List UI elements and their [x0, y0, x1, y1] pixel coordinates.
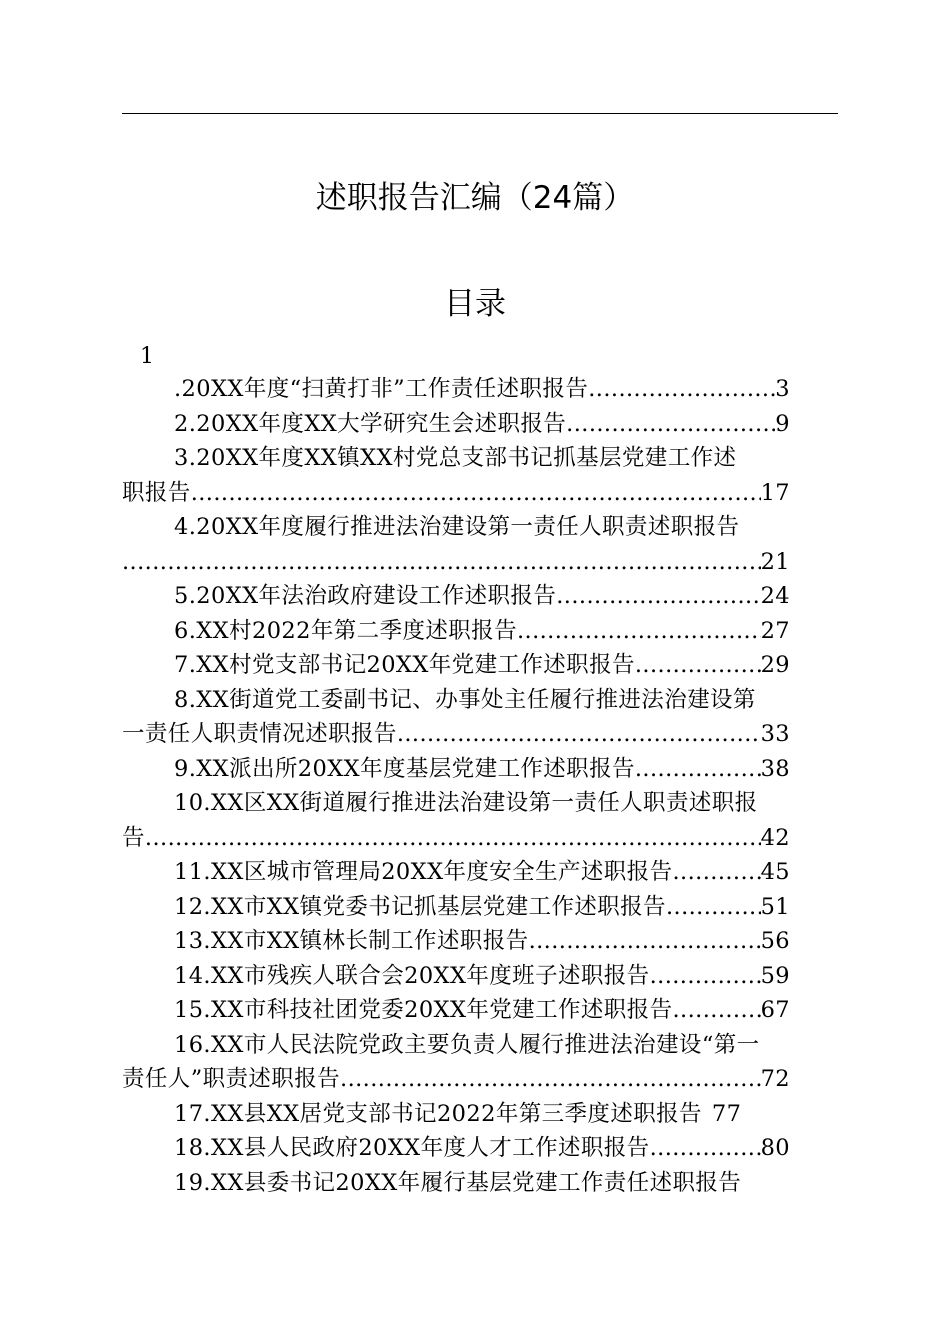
toc-leader-dots	[635, 648, 761, 683]
toc-entry-title: 5.20XX年法治政府建设工作述职报告	[174, 583, 557, 609]
toc-entry-title: 17.XX县XX居党支部书记2022年第三季度述职报告	[174, 1100, 702, 1127]
toc-leader-dots	[191, 476, 761, 511]
toc-entry[interactable]	[122, 648, 838, 683]
toc-page-number: 59	[760, 962, 790, 989]
toc-page-number: 80	[760, 1135, 790, 1161]
toc-leader-dots	[397, 717, 761, 752]
toc-page-number: 67	[760, 997, 790, 1023]
toc-entry-title: 12.XX市XX镇党委书记抓基层党建工作述职报告	[174, 893, 666, 920]
toc-page-number: 42	[760, 824, 790, 851]
toc-entry[interactable]	[122, 579, 838, 614]
toc-leader-dots	[635, 752, 761, 787]
toc-entry[interactable]	[122, 683, 838, 718]
toc-entry-continuation[interactable]	[122, 545, 838, 580]
toc-leader-dots	[666, 890, 761, 925]
toc-heading: 目录	[444, 286, 506, 322]
toc-entry-title: 3.20XX年度XX镇XX村党总支部书记抓基层党建工作述	[174, 445, 737, 471]
header-rule	[122, 113, 838, 114]
toc-entry-title: 2.20XX年度XX大学研究生会述职报告	[174, 410, 567, 437]
toc-entry[interactable]	[122, 372, 838, 407]
toc-entry[interactable]	[122, 1166, 838, 1201]
toc-leader-dots	[673, 993, 761, 1028]
toc-entry-title: 6.XX村2022年第二季度述职报告	[174, 617, 517, 644]
document-title: 述职报告汇编（24篇）	[315, 180, 635, 216]
toc-entry[interactable]	[122, 1028, 838, 1063]
toc-leader-dots	[517, 614, 761, 649]
toc-entry-title: .20XX年度“扫黄打非”工作责任述职报告	[174, 376, 589, 402]
toc-entry[interactable]	[122, 510, 838, 545]
toc-entry[interactable]	[122, 924, 838, 959]
toc-entry[interactable]	[122, 959, 838, 994]
toc-page-number: 56	[760, 928, 790, 954]
toc-entry[interactable]	[122, 786, 838, 821]
toc-list	[122, 372, 838, 1200]
toc-entry-title: 19.XX县委书记20XX年履行基层党建工作责任述职报告	[174, 1169, 742, 1196]
toc-page-number: 21	[760, 548, 790, 575]
toc-entry-title: 18.XX县人民政府20XX年度人才工作述职报告	[174, 1135, 650, 1161]
toc-entry-title: 11.XX区城市管理局20XX年度安全生产述职报告	[174, 859, 673, 885]
toc-entry-title: 7.XX村党支部书记20XX年党建工作述职报告	[174, 652, 635, 678]
toc-entry-title: 10.XX区XX街道履行推进法治建设第一责任人职责述职报	[174, 790, 758, 816]
toc-entry[interactable]	[122, 1131, 838, 1166]
toc-page-number: 29	[760, 652, 790, 678]
toc-leader-dots	[122, 545, 761, 580]
toc-entry-title: 一责任人职责情况述职报告	[122, 721, 397, 747]
toc-page-number: 17	[760, 479, 790, 506]
toc-leader-dots	[340, 1062, 761, 1097]
toc-leader-dots	[556, 579, 760, 614]
toc-page-number: 38	[760, 755, 790, 782]
toc-leader-dots	[529, 924, 761, 959]
toc-page-number: 33	[760, 721, 790, 747]
toc-entry-continuation[interactable]	[122, 476, 838, 511]
toc-entry-title: 16.XX市人民法院党政主要负责人履行推进法治建设“第一	[174, 1031, 760, 1058]
toc-entry-title: 9.XX派出所20XX年度基层党建工作述职报告	[174, 755, 635, 782]
toc-entry[interactable]	[122, 614, 838, 649]
toc-leader-dots	[566, 407, 775, 442]
toc-entry-continuation[interactable]	[122, 717, 838, 752]
toc-page-number: 72	[760, 1066, 790, 1092]
toc-entry-title: 告	[122, 824, 145, 851]
toc-entry-continuation[interactable]	[122, 1062, 838, 1097]
toc-leader-dots	[650, 1131, 761, 1166]
toc-entry-title: 4.20XX年度履行推进法治建设第一责任人职责述职报告	[174, 514, 740, 540]
toc-entry-title: 职报告	[122, 479, 191, 506]
toc-entry-title: 责任人”职责述职报告	[122, 1066, 341, 1092]
toc-page-number: 51	[760, 893, 790, 920]
toc-page-number: 45	[760, 859, 790, 885]
toc-leader-dots	[673, 855, 761, 890]
toc-entry[interactable]	[122, 993, 838, 1028]
toc-entry-title: 8.XX街道党工委副书记、办事处主任履行推进法治建设第	[174, 686, 756, 713]
toc-entry[interactable]	[122, 855, 838, 890]
toc-leader-dots	[650, 959, 761, 994]
toc-leader-dots	[145, 821, 761, 856]
toc-entry[interactable]	[122, 407, 838, 442]
toc-page-number: 27	[760, 617, 790, 644]
toc-entry[interactable]	[122, 441, 838, 476]
toc-entry-title: 14.XX市残疾人联合会20XX年度班子述职报告	[174, 962, 650, 989]
toc-page-number: 3	[775, 376, 790, 402]
toc-entry-continuation[interactable]	[122, 821, 838, 856]
toc-entry-title: 15.XX市科技社团党委20XX年党建工作述职报告	[174, 997, 673, 1023]
toc-page-number: 24	[760, 583, 790, 609]
toc-entry[interactable]	[122, 752, 838, 787]
toc-page-number: 77	[711, 1100, 742, 1127]
toc-field-marker: 1	[140, 344, 154, 369]
toc-entry-title: 13.XX市XX镇林长制工作述职报告	[174, 928, 529, 954]
toc-page-number: 9	[775, 410, 790, 437]
toc-leader-dots	[588, 372, 775, 407]
toc-entry[interactable]	[122, 890, 838, 925]
toc-entry[interactable]	[122, 1097, 838, 1132]
